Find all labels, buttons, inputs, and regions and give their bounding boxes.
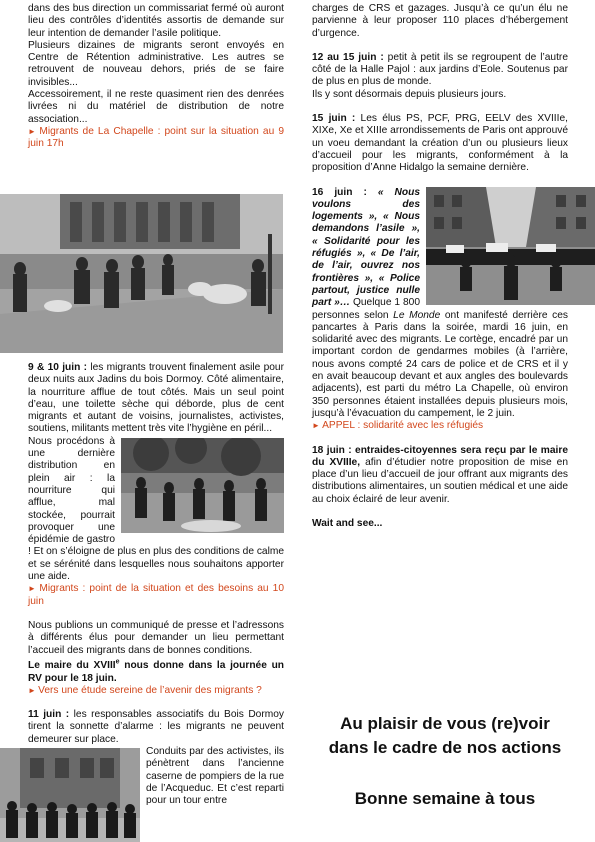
photo-demonstration (426, 187, 595, 305)
paragraph-crs: charges de CRS et gazages. Jusqu’à ce qu’un élu ne parvienne à leur proposer 110 places d’hébergement d’urgence. (312, 3, 568, 39)
closing-message (300, 712, 590, 760)
paragraph-caserne: Conduits par des activistes, ils pénètrent dans l’ancienne caserne de pompiers de la rue de l’Acqueduc. Et c’est reparti pour un tour entre (146, 746, 284, 807)
maire-text-b: nous donne dans la journée un RV pour le 18 juin. (28, 660, 285, 684)
maire-text-a: Le maire du XVIII (28, 660, 116, 672)
link-appel-solidarite[interactable]: ► APPEL : solidarité avec les réfugiés (312, 420, 568, 432)
maire-sup: e (115, 658, 120, 666)
text-9-10-juin: les migrants trouvent finalement asile pour deux nuits aux Jadins du bois Dormoy. Côté alimentaire, la nourriture afflue de tout côtés. Mais un seul point d’eau, une toilette sèche qui déborde, plus de cent migrants et autant de voisins, journalistes, activistes, soutiens, militants mettent très vite l’hygiène en péril... (28, 362, 284, 435)
text-12-15-juin: petit à petit ils se regroupent de l’autre côté de la Halle Pajol : aux jardins d’Eole. Soutenus par de plus en plus de monde. (312, 51, 568, 88)
paragraph-15-juin (312, 113, 568, 174)
date-12-15-juin: 12 au 15 juin : (312, 51, 384, 63)
text-11-juin: les responsables associatifs du Bois Dormoy tirent la sonnette d’alarme : les migrants ne peuvent demeurer sur place. (28, 709, 284, 745)
closing-line-1: Au plaisir de vous (re)voir (340, 714, 550, 733)
slogans-16-juin: « Nous voulons des logements », « Nous demandons l’asile », « Solidarité pour les réfugiés », « De l’air, de l’air, ouvrez nos frontières », « Police partout, justice nulle part »… (312, 186, 420, 309)
link-etude-sereine[interactable]: ► Vers une étude sereine de l’avenir des migrants ? (28, 685, 284, 697)
text-16-juin-a: Quelque 1 800 personnes selon (312, 297, 420, 321)
paragraph-12-15-juin (312, 52, 568, 89)
paragraph-communique: Nous publions un communiqué de presse et l’adressons à différents élus pour demander un lieu permettant l’accueil des migrants dans de bonnes conditions. (28, 619, 284, 656)
photo-police-line (0, 748, 140, 842)
cra-paragraph: Plusieurs dizaines de migrants seront envoyés en Centre de Rétention administrative. Les autres se retrouvent de nouveau dehors, priés de se faire invisibles... (28, 39, 284, 88)
paragraph-12-15-juin-b: Ils y sont désormais depuis plusieurs jours. (312, 88, 507, 100)
paragraph-9-10-juin (28, 362, 284, 436)
paragraph-18-juin (312, 445, 568, 506)
text-16-juin-b: ont manifesté derrière ces pancartes à Paris dans la soirée, mardi 16 juin, en solidarité avec des migrants. Le cortège, encadré par un important cordon de gendarmes mobiles (à l’arrière, nous avons compté 24 cars de police et de CRS et il y en avait beaucoup devant et aux angles des boulevards adjacents), est parti du métro La Chapelle, où environ 350 personnes étaient installées depuis plusieurs mois, jusqu’à l’évacuation du campement, le 2 juin. (312, 309, 569, 419)
date-15-juin: 15 juin : (312, 113, 356, 125)
paragraph-maire-rv (28, 657, 284, 685)
association-paragraph: Accessoirement, il ne reste quasiment rien des denrées livrées ni du matériel de distribution de notre association... (28, 89, 284, 125)
date-18-juin: 18 juin : entraides-citoyennes sera reçu par le maire du XVIIIe, (312, 444, 568, 468)
left-column-bottom (146, 746, 284, 807)
text-15-juin: Les élus PS, PCF, PRG, EELV des XVIIIe, XIXe, Xe et XIIIe arrondissements de Paris ont approuvé un voeu demandant la création d’un ou plusieurs lieux d’accueil pour les migrants, conformément à la proposition d’Anne Hidalgo la semaine dernière. (312, 113, 568, 174)
left-column-middle (28, 362, 284, 746)
source-le-monde: Le Monde (393, 309, 441, 321)
wait-and-see: Wait and see... (312, 517, 383, 529)
link-situation-10-juin[interactable]: ► Migrants : point de la situation et des besoins au 10 juin (28, 583, 284, 608)
right-column (312, 3, 568, 530)
text-18-juin: afin d’étudier notre proposition de mise en place d’un lieu d’accueil de jour offrant aux migrants des distributions alimentaires, un soutien médical et une aide au choix éclairé de leur avenir. (312, 456, 568, 505)
closing-line-2: dans le cadre de nos actions (328, 738, 562, 757)
paragraph-distribution: Nous procédons à une dernière distribution en plein air : la nourriture qui afflue, mal stockée, pourrait provoquer une épidémie de gastro ! Et on s’éloigne de plus en plus des conditions de calme et se sérénité dans lesquelles nous souhaitons apporter une aide. (28, 435, 284, 583)
left-column-top (28, 3, 284, 151)
paragraph-11-juin (28, 709, 284, 746)
link-situation-9-juin[interactable]: ► Migrants de La Chapelle : point sur la situation au 9 juin 17h (28, 126, 284, 151)
date-16-juin: 16 juin : (312, 186, 367, 198)
date-11-juin: 11 juin : (28, 709, 70, 721)
photo-bois-dormoy (121, 438, 284, 533)
date-9-10-juin: 9 & 10 juin : (28, 362, 88, 373)
photo-camp-street (0, 194, 283, 353)
closing-greeting: Bonne semaine à tous (354, 789, 536, 808)
intro-paragraph: dans des bus direction un commissariat fermé où auront lieu des contrôles d’identités assortis de demande sur leur intention de demander l’asile politique. (28, 3, 284, 39)
